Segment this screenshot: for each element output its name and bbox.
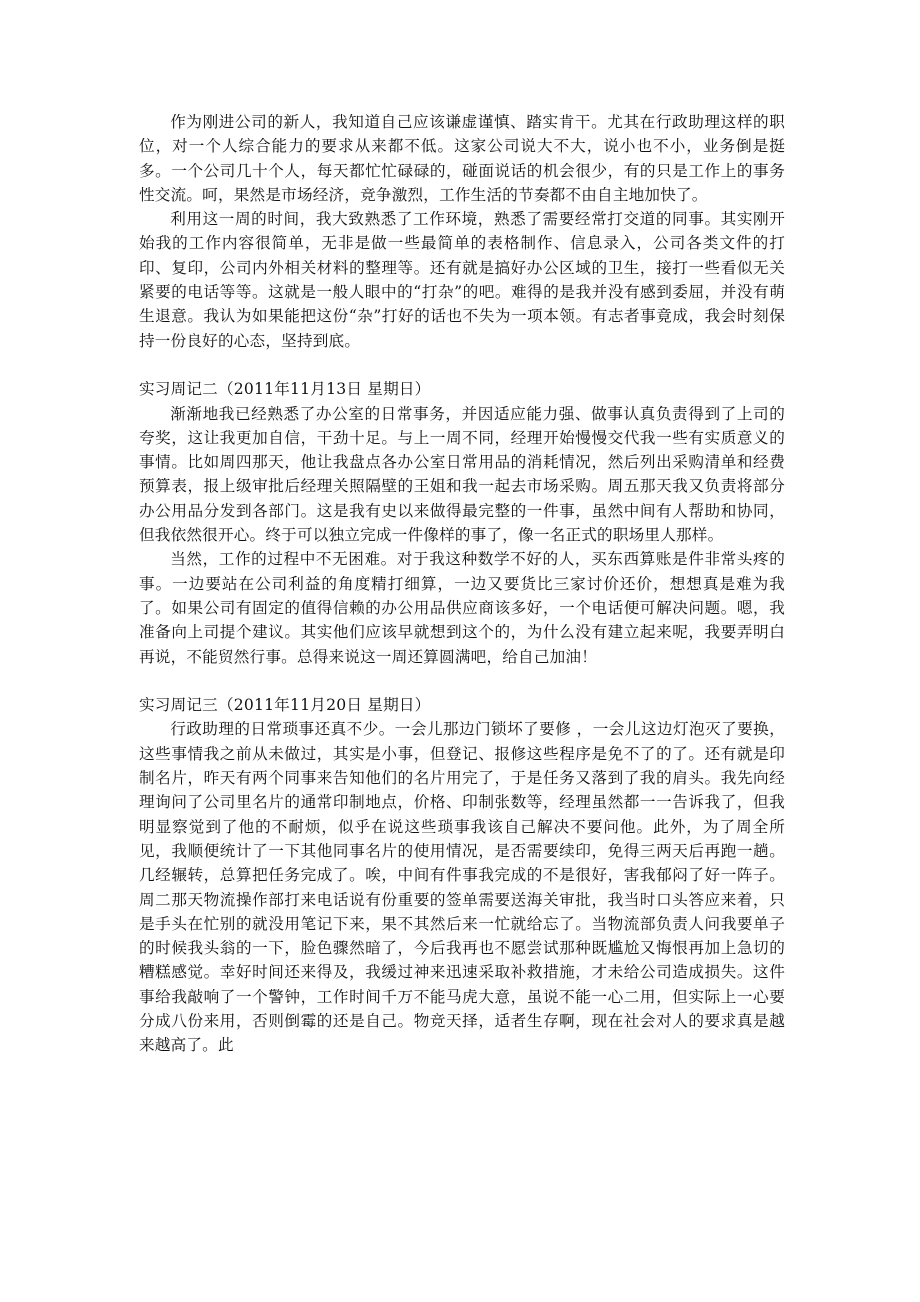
section-spacer	[139, 353, 785, 377]
week2-paragraph-1: 渐渐地我已经熟悉了办公室的日常事务，并因适应能力强、做事认真负责得到了上司的夸奖，这让我更加自信，干劲十足。与上一周不同，经理开始慢慢交代我一些有实质意义的事情。比如周四那天，他让我盘点各办公室日常用品的消耗情况，然后列出采购清单和经费预算表，报上级审批后经理关照隔壁的王姐和我一起去市场采购。周五那天我又负责将部分办公用品分发到各部门。这是我有史以来做得最完整的一件事，虽然中间有人帮助和协同，但我依然很开心。终于可以独立完成一件像样的事了，像一名正式的职场里人那样。	[139, 404, 785, 545]
intro-paragraph-2: 利用这一周的时间，我大致熟悉了工作环境，熟悉了需要经常打交道的同事。其实刚开始我的工作内容很简单，无非是做一些最简单的表格制作、信息录入，公司各类文件的打印、复印，公司内外相关材料的整理等。还有就是搞好办公区域的卫生，接打一些看似无关紧要的电话等等。这就是一般人眼中的“打杂”的吧。难得的是我并没有感到委屈，并没有萌生退意。我认为如果能把这份“杂”打好的话也不失为一项本领。有志者事竟成，我会时刻保持一份良好的心态，坚持到底。	[139, 210, 785, 350]
section-spacer	[139, 669, 785, 693]
week3-paragraph-1: 行政助理的日常琐事还真不少。一会儿那边门锁坏了要修 ，一会儿这边灯泡灭了要换，这些事情我之前从未做过，其实是小事，但登记、报修这些程序是免不了的了。还有就是印制名片，昨天有两个同事来告知他们的名片用完了，于是任务又落到了我的肩头。我先向经理询问了公司里名片的通常印制地点，价格、印制张数等，经理虽然都一一告诉我了，但我明显察觉到了他的不耐烦，似乎在说这些琐事我该自己解决不要问他。此外，为了周全所见，我顺便统计了一下其他同事名片的使用情况，是否需要续印，免得三两天后再跑一趟。几经辗转，总算把任务完成了。唉，中间有件事我完成的不是很好，害我郁闷了好一阵子。周二那天物流操作部打来电话说有份重要的签单需要送海关审批，我当时口头答应来着，只是手头在忙别的就没用笔记下来，果不其然后来一忙就给忘了。当物流部负责人问我要单子的时候我头翁的一下，脸色骤然暗了，今后我再也不愿尝试那种既尴尬又悔恨再加上急切的糟糕感觉。幸好时间还来得及，我缓过神来迅速采取补救措施，才未给公司造成损失。这件事给我敲响了一个警钟，工作时间千万不能马虎大意，虽说不能一心二用，但实际上一心要分成八份来用，否则倒霉的还是自己。物竞天择，适者生存啊，现在社会对人的要求真是越来越高了。此	[139, 720, 785, 1055]
week2-heading: 实习周记二（2011年11月13日 星期日）	[139, 380, 431, 399]
intro-paragraph-1: 作为刚进公司的新人，我知道自己应该谦虚谨慎、踏实肯干。尤其在行政助理这样的职位，对一个人综合能力的要求从来都不低。这家公司说大不大，说小也不小，业务倒是挺多。一个公司几十个人，每天都忙忙碌碌的，碰面说话的机会很少，有的只是工作上的事务性交流。呵，果然是市场经济，竞争激烈，工作生活的节奏都不由自主地加快了。	[139, 113, 785, 204]
document-body	[139, 110, 785, 1058]
week2-paragraph-2: 当然，工作的过程中不无困难。对于我这种数学不好的人，买东西算账是件非常头疼的事。一边要站在公司利益的角度精打细算，一边又要货比三家讨价还价，想想真是难为我了。如果公司有固定的值得信赖的办公用品供应商该多好，一个电话便可解决问题。嗯，我准备向上司提个建议。其实他们应该早就想到这个的，为什么没有建立起来呢，我要弄明白再说，不能贸然行事。总得来说这一周还算圆满吧，给自己加油！	[139, 550, 785, 666]
week3-heading: 实习周记三（2011年11月20日 星期日）	[139, 696, 431, 715]
